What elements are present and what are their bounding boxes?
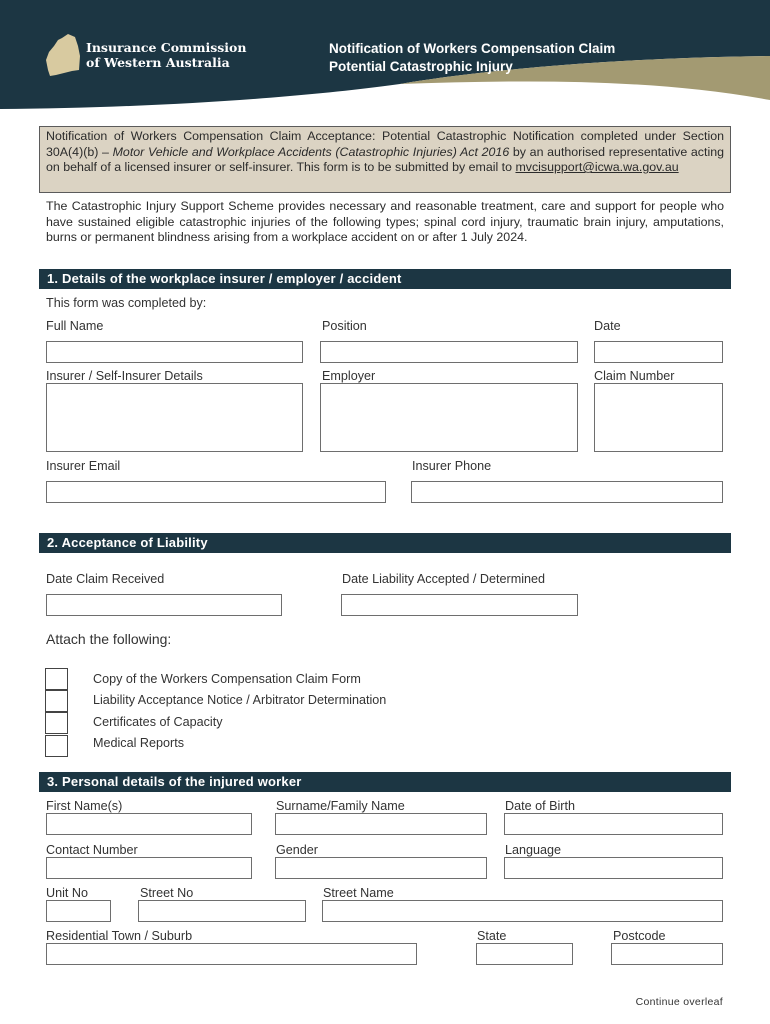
intro-text-b: by an authorised representative acting on behalf of a licensed insurer or self-insurer. This form is to be submitted by email to xyxy=(46,144,724,175)
street-name-label: Street Name xyxy=(323,886,394,900)
employer-field[interactable] xyxy=(320,383,578,452)
contact-number-field[interactable] xyxy=(46,857,252,879)
language-label: Language xyxy=(505,843,562,857)
claim-number-label: Claim Number xyxy=(594,369,675,383)
date-claim-received-field[interactable] xyxy=(46,594,282,616)
intro-text-a: Notification of Workers Compensation Claim Acceptance: Potential Catastrophic Notification completed under Section 30A(4)(b) – xyxy=(46,129,724,159)
date-label: Date xyxy=(594,319,621,333)
insurer-email-label: Insurer Email xyxy=(46,459,121,473)
attachment-label-claim-form: Copy of the Workers Compensation Claim Form xyxy=(93,672,361,686)
insurer-details-label: Insurer / Self-Insurer Details xyxy=(46,369,203,383)
org-name-line2: of Western Australia xyxy=(86,55,230,70)
full-name-field[interactable] xyxy=(46,341,303,363)
insurer-details-field[interactable] xyxy=(46,383,303,452)
scheme-description: The Catastrophic Injury Support Scheme provides necessary and reasonable treatment, care and support for people who have sustained eligible catastrophic injuries of the following types; spinal cord injury, traumatic brain injury, amputations, burns or permanent blindness arising from a workplace accident on or after 1 July 2024. xyxy=(46,199,724,245)
position-label: Position xyxy=(322,319,367,333)
state-field[interactable] xyxy=(476,943,573,965)
form-title-line1: Notification of Workers Compensation Claim xyxy=(329,41,616,56)
town-suburb-field[interactable] xyxy=(46,943,417,965)
date-field[interactable] xyxy=(594,341,723,363)
first-names-label: First Name(s) xyxy=(46,799,123,813)
checkbox-liability-notice[interactable] xyxy=(45,690,68,712)
gender-label: Gender xyxy=(276,843,319,857)
surname-label: Surname/Family Name xyxy=(276,799,405,813)
date-liability-accepted-label: Date Liability Accepted / Determined xyxy=(342,572,546,586)
form-title xyxy=(329,40,615,76)
date-liability-accepted-field[interactable] xyxy=(341,594,578,616)
checkbox-claim-form[interactable] xyxy=(45,668,68,690)
full-name-label: Full Name xyxy=(46,319,104,333)
employer-label: Employer xyxy=(322,369,376,383)
form-title-line2: Potential Catastrophic Injury xyxy=(329,59,513,74)
org-name-line1: Insurance Commission xyxy=(86,40,247,55)
checkbox-certificates[interactable] xyxy=(45,712,68,734)
claim-number-field[interactable] xyxy=(594,383,723,452)
intro-notice xyxy=(39,126,731,193)
first-names-field[interactable] xyxy=(46,813,252,835)
attachment-label-liability-notice: Liability Acceptance Notice / Arbitrator Determination xyxy=(93,693,387,707)
completed-by-label: This form was completed by: xyxy=(46,296,207,310)
position-field[interactable] xyxy=(320,341,578,363)
section-1-heading: 1. Details of the workplace insurer / employer / accident xyxy=(39,269,731,289)
gender-field[interactable] xyxy=(275,857,487,879)
insurer-phone-field[interactable] xyxy=(411,481,723,503)
attach-heading: Attach the following: xyxy=(46,631,172,647)
date-of-birth-field[interactable] xyxy=(504,813,723,835)
unit-no-label: Unit No xyxy=(46,886,88,900)
date-of-birth-label: Date of Birth xyxy=(505,799,575,813)
act-name: Motor Vehicle and Workplace Accidents (Catastrophic Injuries) Act 2016 xyxy=(112,144,510,159)
wa-map-logo-icon xyxy=(46,34,80,76)
postcode-label: Postcode xyxy=(613,929,666,943)
language-field[interactable] xyxy=(504,857,723,879)
section-2-heading: 2. Acceptance of Liability xyxy=(39,533,731,553)
section-3-heading: 3. Personal details of the injured worker xyxy=(39,772,731,792)
attachment-label-certificates: Certificates of Capacity xyxy=(93,715,223,729)
checkbox-medical-reports[interactable] xyxy=(45,735,68,757)
unit-no-field[interactable] xyxy=(46,900,111,922)
date-claim-received-label: Date Claim Received xyxy=(46,572,165,586)
surname-field[interactable] xyxy=(275,813,487,835)
org-logo-text xyxy=(86,40,247,70)
insurer-phone-label: Insurer Phone xyxy=(412,459,492,473)
attachment-label-medical-reports: Medical Reports xyxy=(93,736,184,750)
contact-number-label: Contact Number xyxy=(46,843,138,857)
street-no-label: Street No xyxy=(140,886,194,900)
support-email-link[interactable]: mvcisupport@icwa.wa.gov.au xyxy=(515,160,679,175)
continue-overleaf-note: Continue overleaf xyxy=(635,996,723,1008)
state-label: State xyxy=(477,929,507,943)
street-no-field[interactable] xyxy=(138,900,306,922)
town-suburb-label: Residential Town / Suburb xyxy=(46,929,193,943)
postcode-field[interactable] xyxy=(611,943,723,965)
insurer-email-field[interactable] xyxy=(46,481,386,503)
street-name-field[interactable] xyxy=(322,900,723,922)
